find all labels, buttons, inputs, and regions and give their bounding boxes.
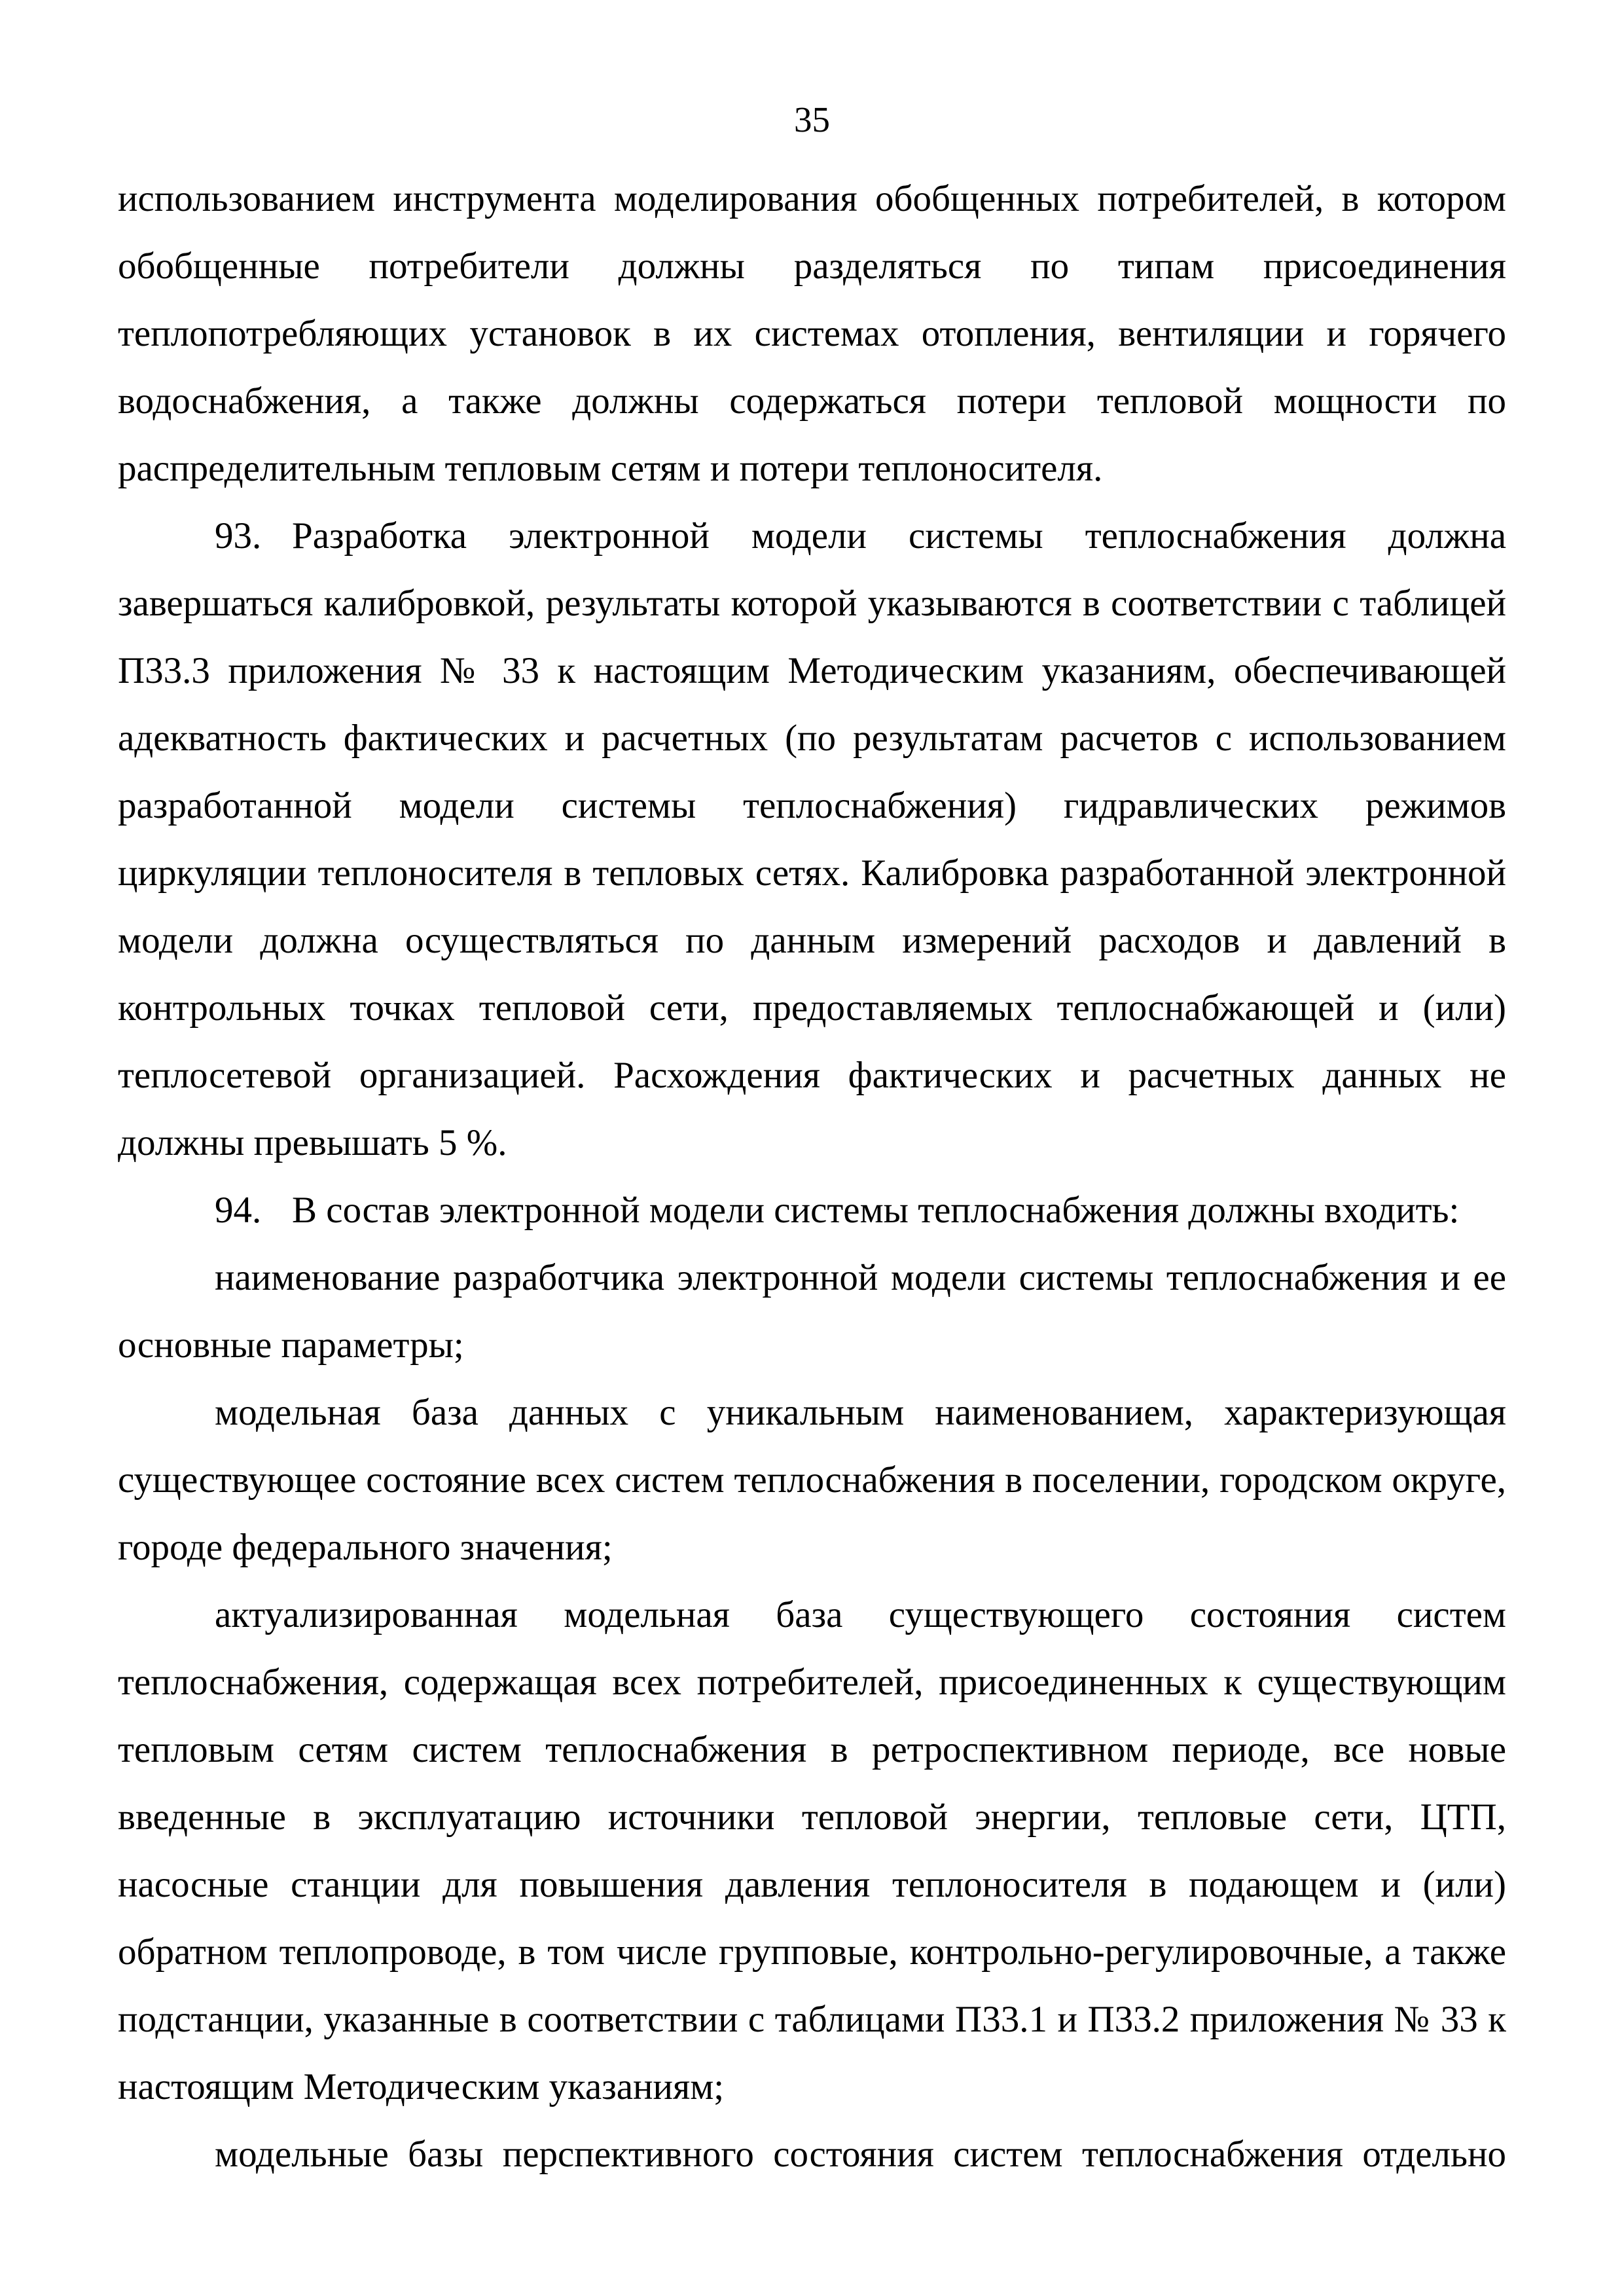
paragraph-text: актуализированная модельная база существующего состояния систем теплоснабжения, содержащая всех потребителей, присоединенных к существующим тепловым сетям систем теплоснабжения в ретроспективном периоде, все новые введенные в эксплуатацию источники тепловой энергии, тепловые сети, ЦТП, насосные станции для повышения давления теплоносителя в подающем и (или) обратном теплопроводе, в том числе групповые, контрольно-регулировочные, а также подстанции, указанные в соответствии с таблицами П33.1 и П33.2 приложения № 33 к настоящим Методическим указаниям; bbox=[118, 1594, 1506, 2107]
paragraph-continuation bbox=[118, 165, 1506, 502]
paragraph-text: модельная база данных с уникальным наименованием, характеризующая существующее состояние всех систем теплоснабжения в поселении, городском округе, городе федерального значения; bbox=[118, 1392, 1506, 1568]
paragraph-number: 94. bbox=[215, 1190, 262, 1231]
paragraph-text: наименование разработчика электронной модели системы теплоснабжения и ее основные параметры; bbox=[118, 1257, 1506, 1366]
paragraph-93 bbox=[118, 502, 1506, 1176]
list-item-model-database bbox=[118, 1379, 1506, 1581]
page-number: 35 bbox=[794, 100, 830, 139]
paragraph-text: модельные базы перспективного состояния систем теплоснабжения отдельно bbox=[215, 2134, 1506, 2175]
paragraph-94 bbox=[118, 1176, 1506, 1244]
list-item-actualized-database bbox=[118, 1581, 1506, 2121]
document-body bbox=[118, 165, 1506, 2188]
list-item-perspective-databases bbox=[118, 2121, 1506, 2188]
paragraph-text: Разработка электронной модели системы теплоснабжения должна завершаться калибровкой, результаты которой указываются в соответствии с таблицей П33.3 приложения № 33 к настоящим Методическим указаниям, обеспечивающей адекватность фактических и расчетных (по результатам расчетов с использованием разработанной модели системы теплоснабжения) гидравлических режимов циркуляции теплоносителя в тепловых сетях. Калибровка разработанной электронной модели должна осуществляться по данным измерений расходов и давлений в контрольных точках тепловой сети, предоставляемых теплоснабжающей и (или) теплосетевой организацией. Расхождения фактических и расчетных данных не должны превышать 5 %. bbox=[118, 515, 1506, 1163]
list-item-developer-name bbox=[118, 1244, 1506, 1379]
paragraph-number: 93. bbox=[215, 515, 262, 556]
paragraph-text: В состав электронной модели системы теплоснабжения должны входить: bbox=[292, 1190, 1460, 1231]
paragraph-text: использованием инструмента моделирования обобщенных потребителей, в котором обобщенные потребители должны разделяться по типам присоединения теплопотребляющих установок в их системах отопления, вентиляции и горячего водоснабжения, а также должны содержаться потери тепловой мощности по распределительным тепловым сетям и потери теплоносителя. bbox=[118, 178, 1506, 489]
